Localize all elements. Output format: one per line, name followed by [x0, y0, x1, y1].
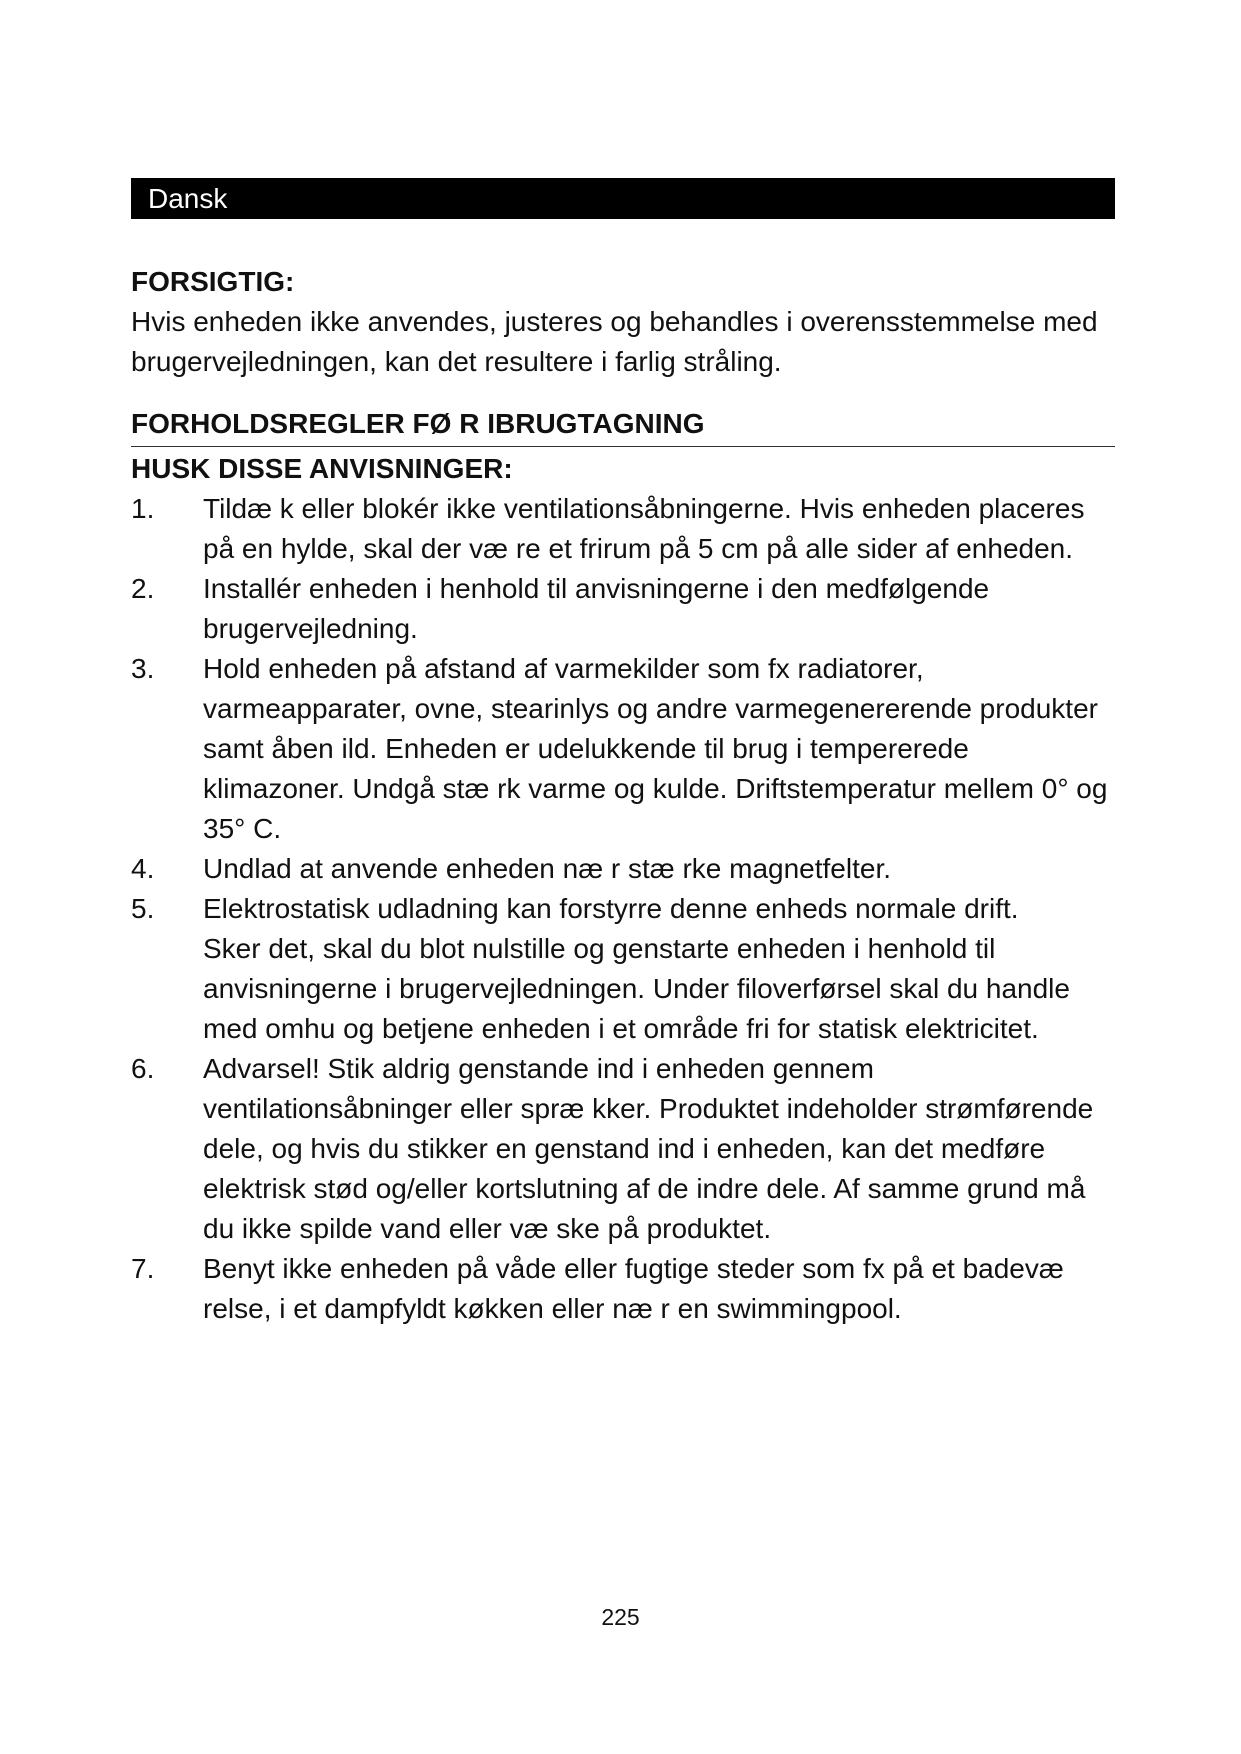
- precautions-title: FORHOLDSREGLER FØ R IBRUGTAGNING: [131, 404, 1115, 447]
- page-number: 225: [601, 1604, 640, 1630]
- item-text: Undlad at anvende enheden næ r stæ rke magnetfelter.: [203, 853, 891, 884]
- list-item: 4. Undlad at anvende enheden næ r stæ rke magnetfelter.: [131, 853, 891, 884]
- list-item: 2. Installér enheden i henhold til anvisningerne i den medfølgende brugervejledning.: [131, 573, 990, 644]
- language-label: Dansk: [148, 183, 228, 214]
- caution-title: FORSIGTIG:: [131, 266, 295, 297]
- precautions-subtitle: HUSK DISSE ANVISNINGER:: [131, 453, 513, 484]
- item-text: Tildæ k eller blokér ikke ventilationsåbningerne. Hvis enheden placeres på en hylde, skal der væ re et frirum på 5 cm på alle sider af enheden.: [203, 493, 1085, 564]
- list-item: 7. Benyt ikke enheden på våde eller fugtige steder som fx på et badevæ relse, i et dampfyldt køkken eller næ r en swimmingpool.: [131, 1253, 1064, 1324]
- item-text: Installér enheden i henhold til anvisningerne i den medfølgende brugervejledning.: [203, 573, 990, 644]
- instructions-list: [131, 489, 1115, 1329]
- manual-content: [131, 262, 1115, 1329]
- item-text: Advarsel! Stik aldrig genstande ind i enheden gennem ventilationsåbninger eller spræ kker. Produktet indeholder strømførende dele, og hvis du stikker en genstand ind i enheden, kan det medføre elektrisk stød og/eller kortslutning af de indre dele. Af samme grund må du ikke spilde vand eller væ ske på produktet.: [203, 1053, 1094, 1244]
- caution-text: Hvis enheden ikke anvendes, justeres og behandles i overensstemmelse med brugervejledningen, kan det resultere i farlig stråling.: [131, 306, 1098, 377]
- item-text: Hold enheden på afstand af varmekilder som fx radiatorer, varmeapparater, ovne, stearinlys og andre varmegenererende produkter samt åben ild. Enheden er udelukkende til brug i tempererede klimazoner. Undgå stæ rk varme og kulde. Driftstemperatur mellem 0° og 35° C.: [203, 653, 1108, 844]
- item-text: Elektrostatisk udladning kan forstyrre denne enheds normale drift.: [203, 893, 1019, 924]
- list-item: 3. Hold enheden på afstand af varmekilder som fx radiatorer, varmeapparater, ovne, stearinlys og andre varmegenererende produkter samt åben ild. Enheden er udelukkende til brug i tempererede klimazoner. Undgå stæ rk varme og kulde. Driftstemperatur mellem 0° og 35° C.: [131, 653, 1108, 844]
- item-continuation-text: Sker det, skal du blot nulstille og genstarte enheden i henhold til anvisningerne i brugervejledningen. Under filoverførsel skal du handle med omhu og betjene enheden i et område fri for statisk elektricitet.: [203, 933, 1070, 1044]
- language-header-bar: [131, 178, 1115, 219]
- list-item: 1. Tildæ k eller blokér ikke ventilationsåbningerne. Hvis enheden placeres på en hylde, skal der væ re et frirum på 5 cm på alle sider af enheden.: [131, 493, 1085, 564]
- list-item: 6. Advarsel! Stik aldrig genstande ind i enheden gennem ventilationsåbninger eller spræ kker. Produktet indeholder strømførende dele, og hvis du stikker en genstand ind i enheden, kan det medføre elektrisk stød og/eller kortslutning af de indre dele. Af samme grund må du ikke spilde vand eller væ ske på produktet.: [131, 1053, 1094, 1244]
- item-text: Benyt ikke enheden på våde eller fugtige steder som fx på et badevæ relse, i et dampfyldt køkken eller næ r en swimmingpool.: [203, 1253, 1064, 1324]
- list-item: 5. Elektrostatisk udladning kan forstyrre denne enheds normale drift. Sker det, skal du blot nulstille og genstarte enheden i henhold til anvisningerne i brugervejledningen. Under filoverførsel skal du handle med omhu og betjene enheden i et område fri for statisk elektricitet.: [131, 889, 1115, 1049]
